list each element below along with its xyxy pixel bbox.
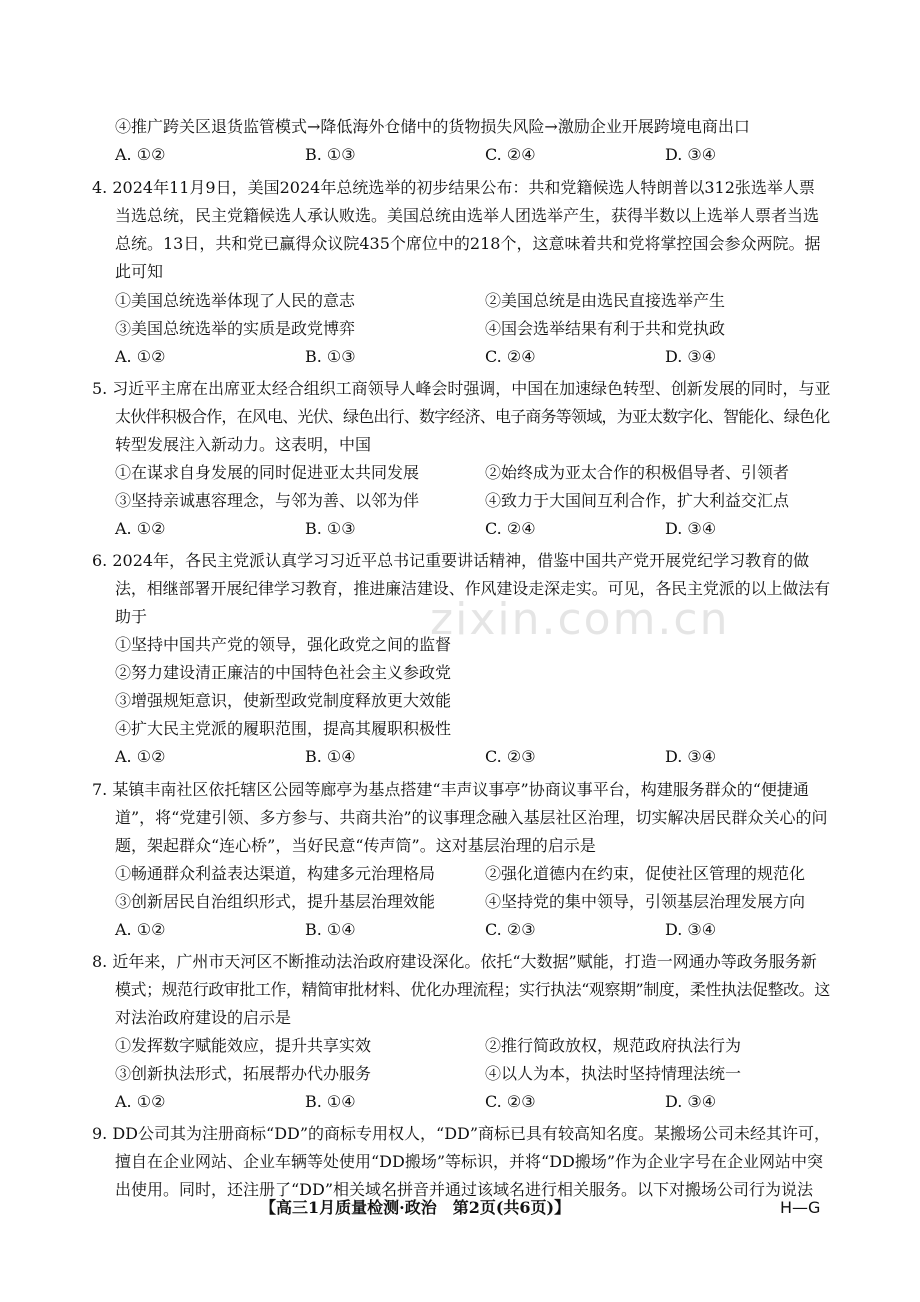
q7-option-d: D. ③④ <box>665 920 717 939</box>
q8-option-a: A. ①② <box>115 1092 166 1111</box>
q8-option-c: C. ②③ <box>485 1092 536 1111</box>
q8-option-d: D. ③④ <box>665 1092 717 1111</box>
q6-option-a: A. ①② <box>115 747 166 766</box>
q4-statement-3: ③美国总统选举的实质是政党博弈 <box>115 319 356 338</box>
q6-option-b: B. ①④ <box>305 747 356 766</box>
q4-statement-4: ④国会选举结果有利于共和党执政 <box>485 319 726 338</box>
q5-option-a: A. ①② <box>115 519 166 538</box>
q5-option-b: B. ①③ <box>305 519 356 538</box>
q7-statement-2: ②强化道德内在约束，促使社区管理的规范化 <box>485 864 806 883</box>
footer-code: H—G <box>780 1198 821 1217</box>
q5-statement-3: ③坚持亲诚惠容理念，与邻为善、以邻为伴 <box>115 491 420 510</box>
q4-statement-2: ②美国总统是由选民直接选举产生 <box>485 291 726 310</box>
q5-stem-line-3: 转型发展注入新动力。这表明，中国 <box>115 435 372 454</box>
q8-option-b: B. ①④ <box>305 1092 356 1111</box>
q9-stem-line-2: 擅自在企业网站、企业车辆等处使用“DD搬场”等标识，并将“DD搬场”作为企业字号在企业网站中突 <box>115 1152 824 1171</box>
q8-stem-line-2: 模式；规范行政审批工作，精简审批材料、优化办理流程；实行执法“观察期”制度，柔性执法促整改。这 <box>115 980 830 999</box>
q3-statement-4: ④推广跨关区退货监管模式→降低海外仓储中的货物损失风险→激励企业开展跨境电商出口 <box>115 117 750 136</box>
q4-stem-line-3: 总统。13日，共和党已赢得众议院435个席位中的218个，这意味着共和党将掌控国会参众两院。据 <box>115 234 821 253</box>
q4-stem-line-4: 此可知 <box>115 262 164 281</box>
watermark: zixin.com.cn <box>430 594 730 645</box>
q7-stem-line-3: 题，架起群众“连心桥”，当好民意“传声筒”。这对基层治理的启示是 <box>115 836 596 855</box>
q3-option-b: B. ①③ <box>305 145 356 164</box>
q6-statement-2: ②努力建设清正廉洁的中国特色社会主义参政党 <box>115 663 452 682</box>
q7-option-a: A. ①② <box>115 920 166 939</box>
q5-option-d: D. ③④ <box>665 519 717 538</box>
q4-option-c: C. ②④ <box>485 347 536 366</box>
q3-option-a: A. ①② <box>115 145 166 164</box>
q6-statement-3: ③增强规矩意识，使新型政党制度释放更大效能 <box>115 691 452 710</box>
q6-stem-line-2: 法，相继部署开展纪律学习教育，推进廉洁建设、作风建设走深走实。可见，各民主党派的以上做法有 <box>115 579 831 598</box>
footer-title: 【高三1月质量检测·政治 第2页(共6页)】 <box>260 1198 571 1217</box>
q8-stem-line-3: 对法治政府建设的启示是 <box>115 1008 292 1027</box>
q9-stem-line-3: 出使用。同时，还注册了“DD”相关域名拼音并通过该域名进行相关服务。以下对搬场公司行为说法 <box>115 1180 814 1199</box>
q4-stem-line-1: 4. 2024年11月9日，美国2024年总统选举的初步结果公布：共和党籍候选人特朗普以312张选举人票 <box>92 178 815 197</box>
q8-stem-line-1: 8. 近年来，广州市天河区不断推动法治政府建设深化。依托“大数据”赋能，打造一网通办等政务服务新 <box>92 952 817 971</box>
q6-stem-line-1: 6. 2024年，各民主党派认真学习习近平总书记重要讲话精神，借鉴中国共产党开展党纪学习教育的做 <box>92 551 810 570</box>
q4-option-a: A. ①② <box>115 347 166 366</box>
q7-option-b: B. ①④ <box>305 920 356 939</box>
q8-statement-4: ④以人为本，执法时坚持情理法统一 <box>485 1064 742 1083</box>
q6-statement-1: ①坚持中国共产党的领导，强化政党之间的监督 <box>115 635 452 654</box>
q7-stem-line-1: 7. 某镇丰南社区依托辖区公园等廊亭为基点搭建“丰声议事亭”协商议事平台，构建服务群众的“便捷通 <box>92 780 809 799</box>
q5-statement-4: ④致力于大国间互利合作，扩大利益交汇点 <box>485 491 790 510</box>
q8-statement-1: ①发挥数字赋能效应，提升共享实效 <box>115 1036 372 1055</box>
q7-statement-1: ①畅通群众利益表达渠道，构建多元治理格局 <box>115 864 436 883</box>
q6-option-c: C. ②③ <box>485 747 536 766</box>
q4-option-b: B. ①③ <box>305 347 356 366</box>
q4-statement-1: ①美国总统选举体现了人民的意志 <box>115 291 356 310</box>
q7-statement-4: ④坚持党的集中领导，引领基层治理发展方向 <box>485 892 806 911</box>
q8-statement-2: ②推行简政放权，规范政府执法行为 <box>485 1036 742 1055</box>
q6-stem-line-3: 助于 <box>115 607 148 626</box>
q8-statement-3: ③创新执法形式，拓展帮办代办服务 <box>115 1064 372 1083</box>
q3-option-d: D. ③④ <box>665 145 717 164</box>
q9-stem-line-1: 9. DD公司其为注册商标“DD”的商标专用权人，“DD”商标已具有较高知名度。某搬场公司未经其许可， <box>92 1124 831 1143</box>
q4-stem-line-2: 当选总统，民主党籍候选人承认败选。美国总统由选举人团选举产生，获得半数以上选举人票者当选 <box>115 206 820 225</box>
q5-stem-line-1: 5. 习近平主席在出席亚太经合组织工商领导人峰会时强调，中国在加速绿色转型、创新发展的同时，与亚 <box>92 379 831 398</box>
q6-statement-4: ④扩大民主党派的履职范围，提高其履职积极性 <box>115 719 452 738</box>
q7-statement-3: ③创新居民自治组织形式，提升基层治理效能 <box>115 892 436 911</box>
q5-stem-line-2: 太伙伴积极合作，在风电、光伏、绿色出行、数字经济、电子商务等领域，为亚太数字化、智能化、绿色化 <box>115 407 830 426</box>
q5-statement-2: ②始终成为亚太合作的积极倡导者、引领者 <box>485 463 790 482</box>
q5-option-c: C. ②④ <box>485 519 536 538</box>
q7-option-c: C. ②③ <box>485 920 536 939</box>
q7-stem-line-2: 道”，将“党建引领、多方参与、共商共治”的议事理念融入基层社区治理，切实解决居民群众关心的问 <box>115 808 828 827</box>
q6-option-d: D. ③④ <box>665 747 717 766</box>
q5-statement-1: ①在谋求自身发展的同时促进亚太共同发展 <box>115 463 420 482</box>
q4-option-d: D. ③④ <box>665 347 717 366</box>
q3-option-c: C. ②④ <box>485 145 536 164</box>
